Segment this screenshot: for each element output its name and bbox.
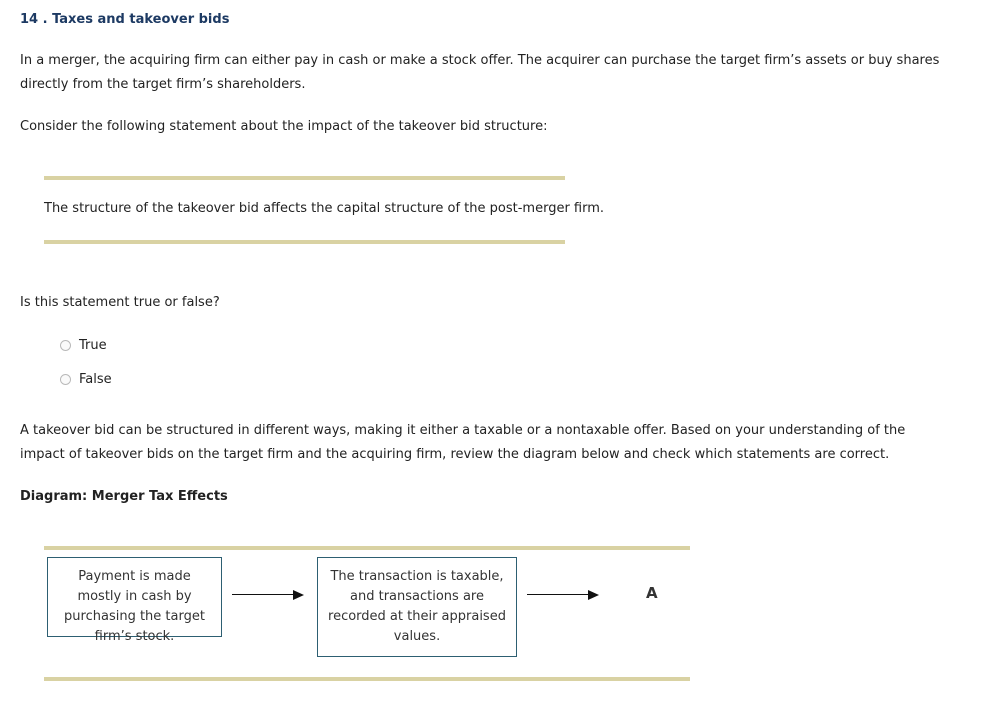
section2-intro: A takeover bid can be structured in different ways, making it either a taxable or a nontaxable offer. Based on your understanding of the impact of takeover bids on the target firm and the acquiring firm, review the diagram below and check which statements are correct. <box>20 423 906 462</box>
statement-bottom-rule <box>44 240 565 244</box>
option-true[interactable] <box>60 337 107 353</box>
intro-paragraph: In a merger, the acquiring firm can either pay in cash or make a stock offer. The acquirer can purchase the target firm’s assets or buy shares directly from the target firm’s shareholders. <box>20 53 940 92</box>
diagram-result-label: A <box>646 584 658 602</box>
consider-text: Consider the following statement about the impact of the takeover bid structure: <box>20 119 548 134</box>
diagram-box-payment: Payment is made mostly in cash by purchasing the target firm’s stock. <box>47 557 222 637</box>
statement-text: The structure of the takeover bid affects the capital structure of the post-merger firm. <box>44 201 605 216</box>
radio-false[interactable] <box>60 374 71 385</box>
option-true-label: True <box>79 337 107 353</box>
option-false[interactable] <box>60 371 112 387</box>
diagram-top-rule <box>44 546 690 550</box>
diagram-box-taxable: The transaction is taxable, and transactions are recorded at their appraised values. <box>317 557 517 657</box>
diagram-bottom-rule <box>44 677 690 681</box>
true-false-prompt: Is this statement true or false? <box>20 295 220 310</box>
diagram-arrow-2 <box>527 589 599 601</box>
radio-true[interactable] <box>60 340 71 351</box>
statement-top-rule <box>44 176 565 180</box>
question-title: 14 . Taxes and takeover bids <box>20 12 230 27</box>
diagram-title: Diagram: Merger Tax Effects <box>20 489 228 504</box>
diagram-arrow-1 <box>232 589 304 601</box>
option-false-label: False <box>79 371 112 387</box>
